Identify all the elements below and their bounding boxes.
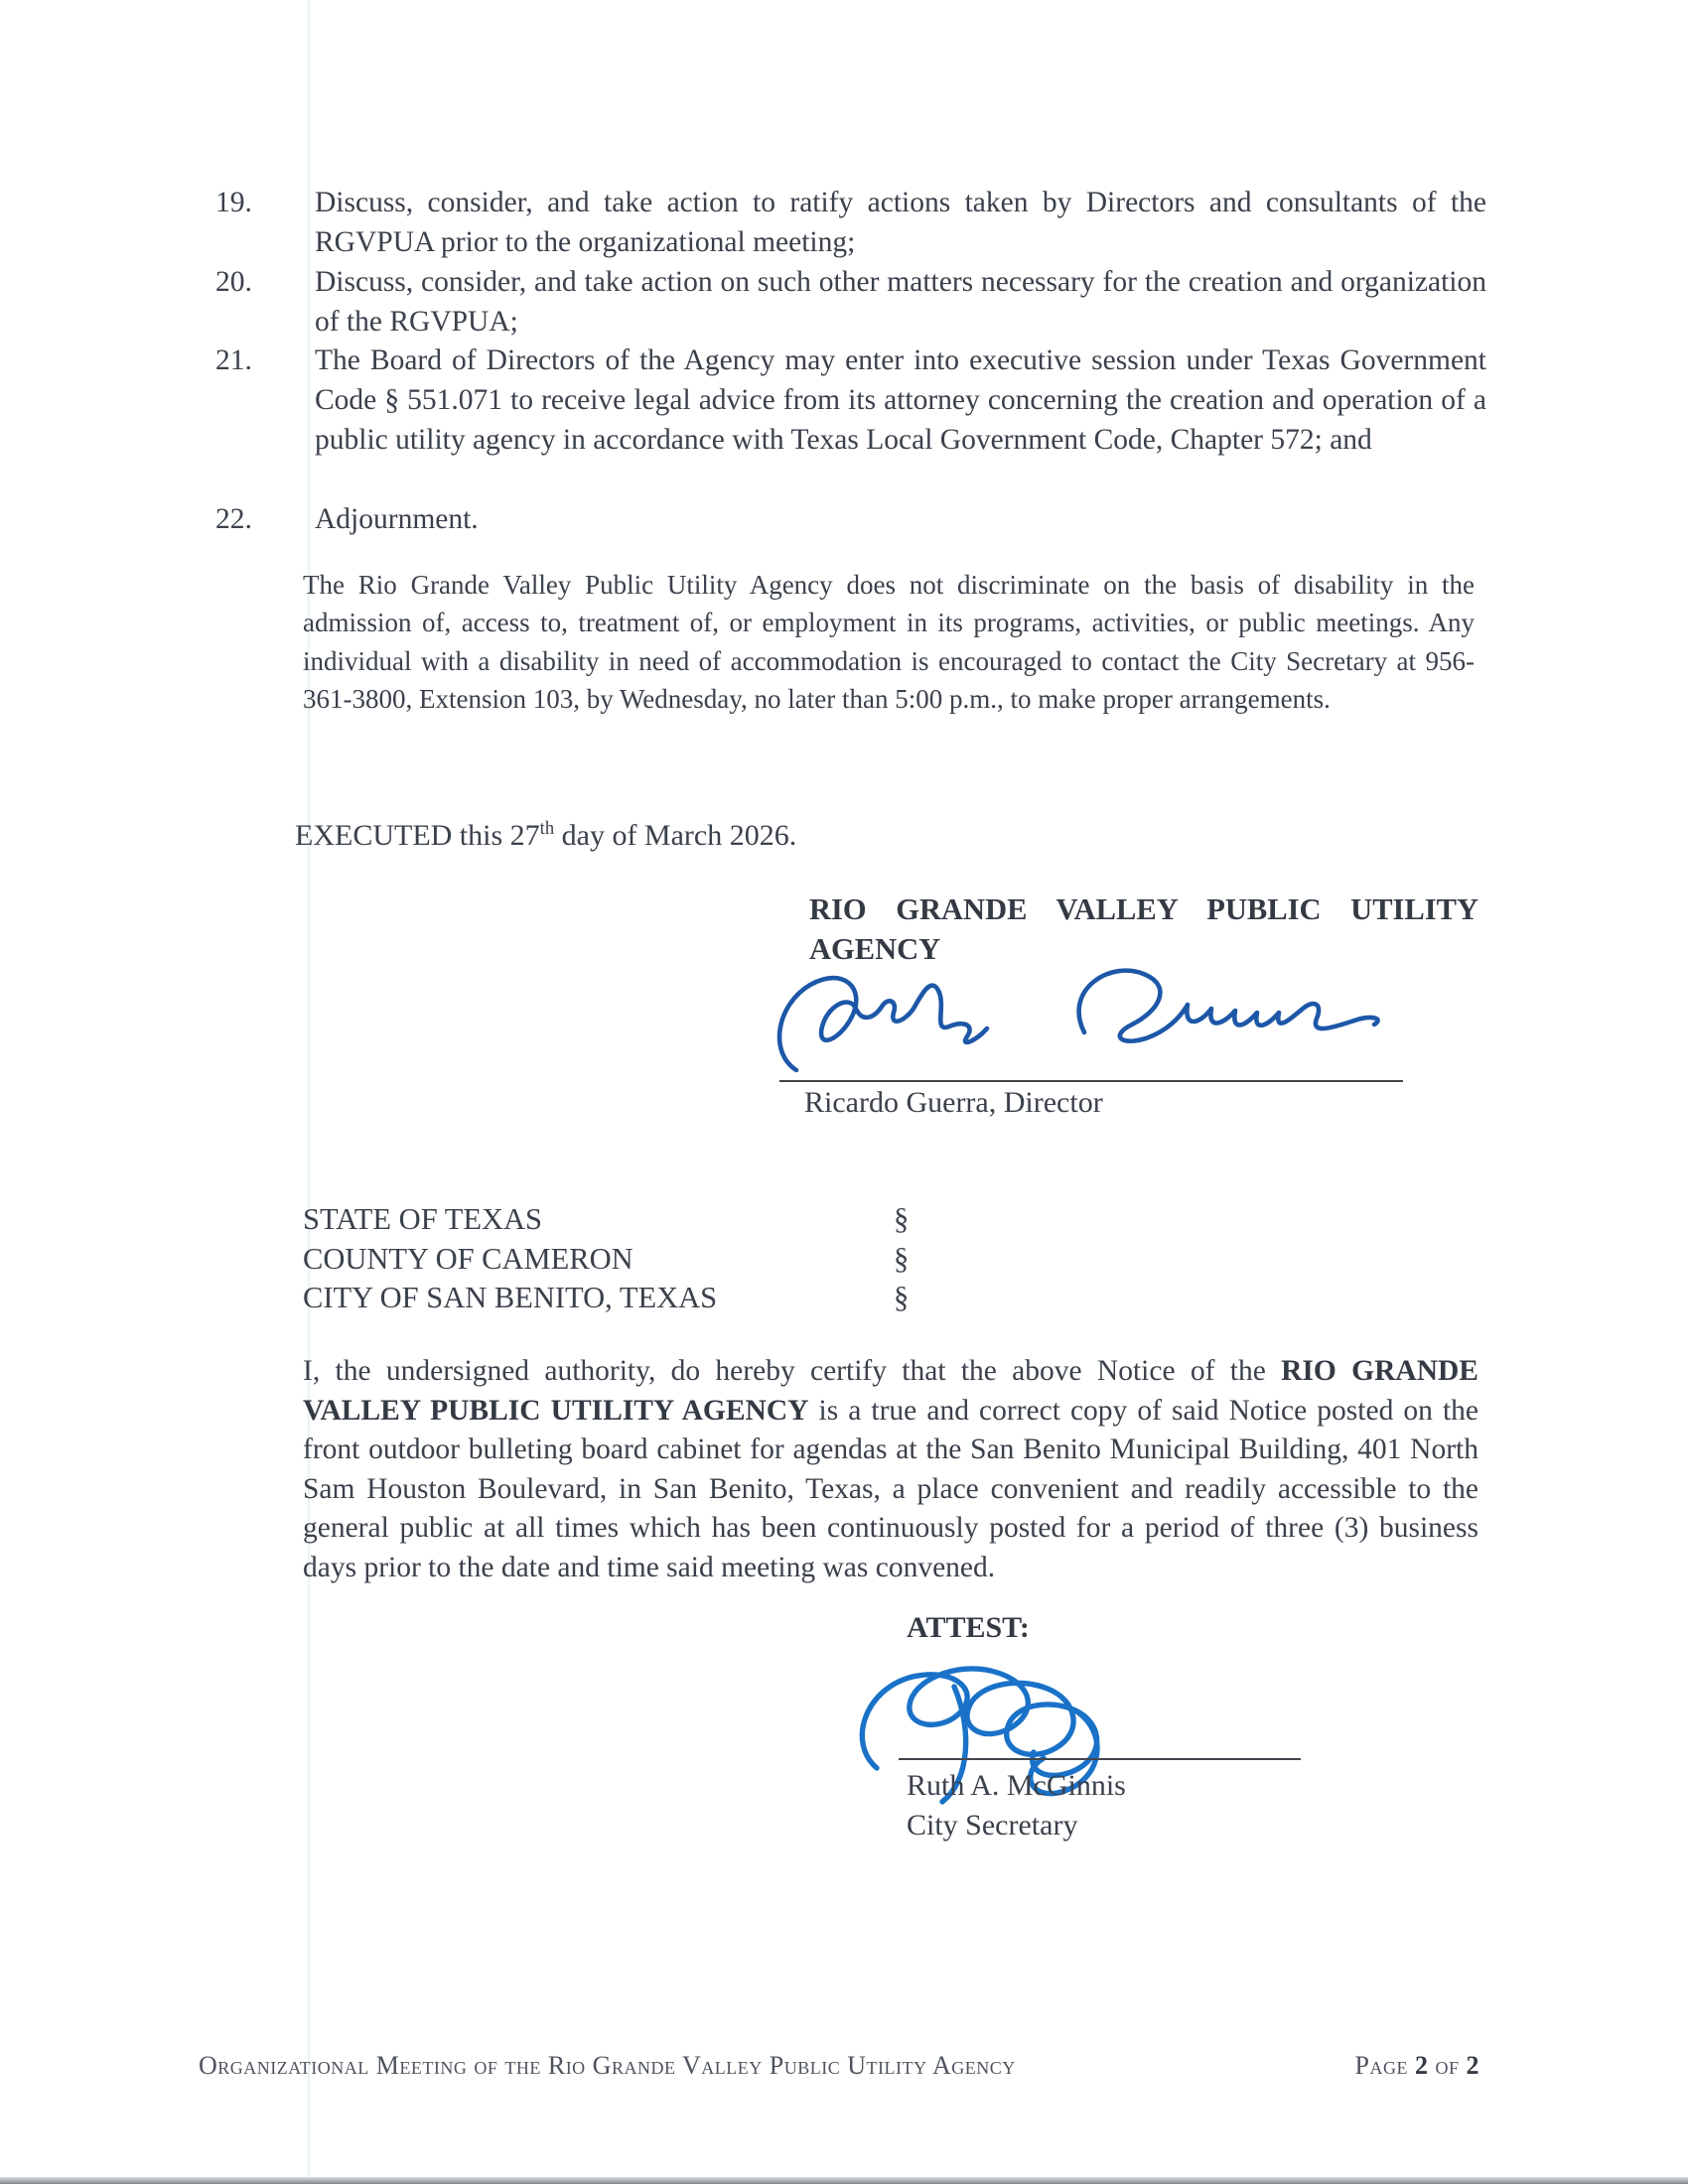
footer-page-indicator: Page 2 of 2: [1354, 2051, 1479, 2080]
secretary-title: City Secretary: [907, 1809, 1078, 1842]
agenda-item-number: 20.: [215, 266, 252, 298]
agenda-item-text: Discuss, consider, and take action to ratify actions taken by Directors and consultants of the RGVPUA prior to the organizational meeting;: [315, 187, 1486, 258]
director-name-line: Ricardo Guerra, Director: [804, 1086, 1103, 1119]
agenda-item-text: Adjournment.: [315, 503, 479, 535]
agenda-item-19: [215, 183, 1488, 262]
agenda-item-20: [215, 262, 1488, 341]
agenda-item-number: 19.: [215, 187, 252, 218]
agenda-item-text: The Board of Directors of the Agency may enter into executive session under Texas Government Code § 551.071 to receive legal advice from its attorney concerning the creation and operation of a public utility agency in accordance with Texas Local Government Code, Chapter 572; and: [315, 344, 1486, 456]
signature-line: [779, 1080, 1403, 1082]
agenda-item-number: 22.: [215, 503, 252, 535]
section-symbol: §: [894, 1241, 910, 1276]
certification-paragraph: I, the undersigned authority, do hereby certify that the above Notice of the RIO GRANDE VALLEY PUBLIC UTILITY AGENCY is a true and correct copy of said Notice posted on the front outdoor bulleting board cabinet for agendas at the San Benito Municipal Building, 401 North Sam Houston Boulevard, in San Benito, Texas, a place convenient and readily accessible to the general public at all times which has been continuously posted for a period of three (3) business days prior to the date and time said meeting was convened.: [303, 1355, 1479, 1583]
section-symbol: §: [894, 1202, 910, 1236]
jurisdiction-row-county: [303, 1240, 933, 1280]
attest-label: ATTEST:: [907, 1611, 1030, 1644]
jurisdiction-label: COUNTY OF CAMERON: [303, 1241, 633, 1276]
jurisdiction-label: STATE OF TEXAS: [303, 1202, 543, 1236]
footer-document-title: Organizational Meeting of the Rio Grande Valley Public Utility Agency: [199, 2051, 1016, 2080]
agenda-item-text: Discuss, consider, and take action on such other matters necessary for the creation and organization of the RGVPUA;: [315, 266, 1486, 338]
jurisdiction-row-state: [303, 1200, 933, 1240]
secretary-name: Ruth A. McGinnis: [907, 1769, 1126, 1802]
secretary-signature-block: [907, 1766, 1126, 1845]
section-symbol: §: [894, 1281, 910, 1314]
agenda-item-number: 21.: [215, 344, 252, 376]
disability-notice-paragraph: The Rio Grande Valley Public Utility Agency does not discriminate on the basis of disability in the admission of, access to, treatment of, or employment in its programs, activities, or public meetings. Any individual with a disability in need of accommodation is encouraged to contact the City Secretary at 956-361-3800, Extension 103, by Wednesday, no later than 5:00 p.m., to make proper arrangements.: [303, 570, 1475, 714]
jurisdiction-block: [303, 1200, 933, 1318]
agenda-item-22: [215, 499, 1488, 539]
page-footer: [199, 2051, 1479, 2081]
jurisdiction-row-city: [303, 1279, 933, 1318]
agency-name-heading: RIO GRANDE VALLEY PUBLIC UTILITY AGENCY: [809, 892, 1478, 966]
agenda-item-21: [215, 341, 1488, 460]
scan-artifact-bottom-edge: [0, 2177, 1688, 2184]
executed-date-line: EXECUTED this 27th day of March 2026.: [295, 818, 797, 852]
signature-line: [899, 1758, 1301, 1760]
ricardo-guerra-signature: [767, 949, 1402, 1083]
jurisdiction-label: CITY OF SAN BENITO, TEXAS: [303, 1281, 718, 1314]
